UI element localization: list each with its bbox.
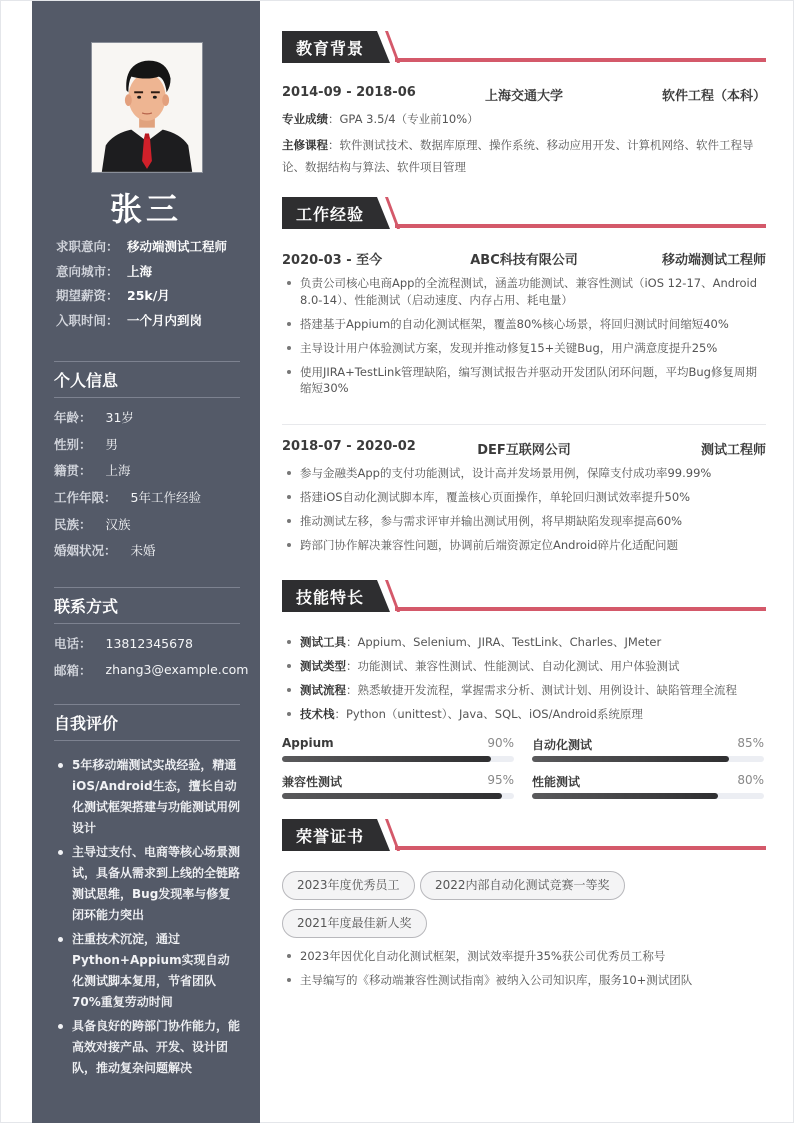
list-item: 2023年因优化自动化测试框架，测试效率提升35%获公司优秀员工称号 <box>282 948 766 965</box>
skill-bar-automation <box>532 736 764 768</box>
section-underline <box>395 58 766 62</box>
self-eval-list <box>54 741 240 1079</box>
info-row-ethnicity <box>54 510 240 537</box>
list-item: 推动测试左移，参与需求评审并输出测试用例，将早期缺陷发现率提高60% <box>282 513 766 530</box>
info-value: 汉族 <box>105 516 131 532</box>
work-header <box>282 197 766 229</box>
job-role: 移动端测试工程师 <box>661 253 766 268</box>
skill-bar-compatibility <box>282 773 514 805</box>
contact-label: 电话： <box>54 636 92 652</box>
info-value: 上海 <box>105 463 131 479</box>
job-divider <box>282 424 766 425</box>
major: 软件工程（本科） <box>661 89 766 104</box>
intent-label: 期望薪资： <box>56 288 119 303</box>
job-entry-head <box>282 249 766 268</box>
honor-tag: 2021年度最佳新人奖 <box>282 909 427 938</box>
intent-label: 求职意向： <box>56 239 119 254</box>
list-item: 负责公司核心电商App的全流程测试，涵盖功能测试、兼容性测试（iOS 12-17、Android 8.0-14）、性能测试（启动速度、内存占用、耗电量） <box>282 275 766 308</box>
info-row-hometown <box>54 457 240 484</box>
section-underline <box>395 607 766 611</box>
phone-value[interactable]: 13812345678 <box>105 635 193 651</box>
progress-track <box>282 756 514 762</box>
job-role: 测试工程师 <box>700 443 766 458</box>
section-title: 技能特长 <box>296 588 365 607</box>
list-item: 使用JIRA+TestLink管理缺陷，编写测试报告并驱动开发团队闭环问题，平均Bug修复周期缩短30% <box>282 364 766 397</box>
sidebar <box>32 1 260 1123</box>
job-intent <box>56 237 246 335</box>
list-item <box>282 682 766 699</box>
section-title: 联系方式 <box>54 587 240 624</box>
progress-fill <box>282 756 491 762</box>
avatar-photo <box>91 42 203 173</box>
list-item <box>282 658 766 675</box>
info-label: 民族： <box>54 516 92 532</box>
education-header <box>282 31 766 63</box>
contact-label: 邮箱： <box>54 662 92 678</box>
self-eval-section <box>54 704 240 1082</box>
info-value: 男 <box>105 436 119 452</box>
honor-tag: 2023年度优秀员工 <box>282 871 415 900</box>
school-name: 上海交通大学 <box>484 89 564 104</box>
job-period: 2020-03 - 至今 <box>282 253 383 268</box>
list-item: 主导编写的《移动端兼容性测试指南》被纳入公司知识库，服务10+测试团队 <box>282 972 766 989</box>
skill-bar-percent: 90% <box>487 736 514 750</box>
company-name: ABC科技有限公司 <box>470 253 578 268</box>
company-name: DEF互联网公司 <box>477 443 571 458</box>
skills-header <box>282 580 766 612</box>
education-period: 2014-09 - 2018-06 <box>282 85 416 100</box>
progress-track <box>532 793 764 799</box>
section-underline <box>395 224 766 228</box>
progress-track <box>282 793 514 799</box>
skill-value: ：熟悉敏捷开发流程，掌握需求分析、测试计划、用例设计、缺陷管理全流程 <box>346 683 737 697</box>
list-item: 参与金融类App的支付功能测试，设计高并发场景用例，保障支付成功率99.99% <box>282 465 766 482</box>
intent-label: 意向城市： <box>56 263 119 279</box>
progress-fill <box>282 793 502 799</box>
info-row-gender <box>54 431 240 458</box>
person-portrait-icon <box>92 43 202 172</box>
info-label: 籍贯： <box>54 463 92 479</box>
honors-header <box>282 819 766 851</box>
skill-bar-name: 性能测试 <box>532 775 581 789</box>
honors-list <box>282 948 766 996</box>
job-period: 2018-07 - 2020-02 <box>282 439 416 454</box>
skill-bar-name: 兼容性测试 <box>282 775 343 789</box>
skills-list <box>282 634 766 730</box>
intent-value: 移动端测试工程师 <box>127 239 228 254</box>
job-bullets <box>282 275 766 404</box>
skill-bar-percent: 85% <box>737 736 764 750</box>
skill-label: 技术栈 <box>300 707 335 721</box>
section-title: 个人信息 <box>54 361 240 398</box>
skill-value: ：Python（unittest）、Java、SQL、iOS/Android系统原理 <box>334 707 643 721</box>
info-label: 性别： <box>54 436 92 452</box>
info-label: 工作年限： <box>54 490 117 506</box>
section-title: 教育背景 <box>296 39 365 58</box>
info-value: 5年工作经验 <box>130 490 201 506</box>
education-courses <box>282 134 766 178</box>
courses-label: 主修课程 <box>282 138 328 152</box>
contact-section <box>54 587 249 683</box>
skill-bar-performance <box>532 773 764 805</box>
info-value: 31岁 <box>105 410 134 426</box>
skill-bar-appium <box>282 736 514 768</box>
skill-bar-name: Appium <box>282 736 334 750</box>
list-item <box>282 706 766 723</box>
list-item: 主导设计用户体验测试方案，发现并推动修复15+关键Bug，用户满意度提升25% <box>282 340 766 357</box>
skill-bar-percent: 95% <box>487 773 514 787</box>
info-label: 年龄： <box>54 410 92 426</box>
info-row-marital <box>54 537 240 564</box>
skill-label: 测试类型 <box>300 659 346 673</box>
intent-value: 一个月内到岗 <box>127 312 203 328</box>
section-underline <box>395 846 766 850</box>
progress-track <box>532 756 764 762</box>
list-item <box>282 634 766 651</box>
gpa-label: 专业成绩 <box>282 112 328 126</box>
courses-value: ：软件测试技术、数据库原理、操作系统、移动应用开发、计算机网络、软件工程导论、数据结构与算法、软件项目管理 <box>282 138 754 174</box>
list-item: 搭建基于Appium的自动化测试框架，覆盖80%核心场景，将回归测试时间缩短40% <box>282 316 766 333</box>
contact-row-phone <box>54 630 240 657</box>
contact-row-email <box>54 657 249 684</box>
info-value: 未婚 <box>130 543 156 559</box>
intent-row-start <box>56 311 246 336</box>
honor-tag: 2022内部自动化测试竞赛一等奖 <box>420 871 625 900</box>
list-item: 搭建iOS自动化测试脚本库，覆盖核心页面操作，单轮回归测试效率提升50% <box>282 489 766 506</box>
gpa-value: ：GPA 3.5/4（专业前10%） <box>328 112 479 126</box>
list-item: 具备良好的跨部门协作能力，能高效对接产品、开发、设计团队，推动复杂问题解决 <box>58 1016 240 1079</box>
intent-label: 入职时间： <box>56 312 119 328</box>
intent-value: 上海 <box>127 263 153 279</box>
job-entry-head <box>282 439 766 458</box>
job-bullets <box>282 465 766 561</box>
education-gpa <box>282 108 766 130</box>
skill-value: ：功能测试、兼容性测试、性能测试、自动化测试、用户体验测试 <box>346 659 680 673</box>
skill-value: ：Appium、Selenium、JIRA、TestLink、Charles、JMeter <box>346 635 662 649</box>
section-title: 荣誉证书 <box>296 827 365 846</box>
intent-row-city <box>56 262 246 287</box>
info-row-age <box>54 404 240 431</box>
section-title: 工作经验 <box>296 205 365 224</box>
education-entry-head <box>282 85 766 104</box>
candidate-name: 张三 <box>109 190 182 228</box>
intent-value: 25k/月 <box>127 288 170 303</box>
intent-row-position <box>56 237 246 262</box>
skill-bar-percent: 80% <box>737 773 764 787</box>
personal-info-section <box>54 361 240 564</box>
section-title: 自我评价 <box>54 704 240 741</box>
intent-row-salary <box>56 286 246 311</box>
skill-label: 测试工具 <box>300 635 346 649</box>
email-value[interactable]: zhang3@example.com <box>105 662 249 678</box>
list-item: 注重技术沉淀，通过Python+Appium实现自动化测试脚本复用，节省团队70%重复劳动时间 <box>58 929 240 1013</box>
skill-bar-name: 自动化测试 <box>532 738 593 752</box>
progress-fill <box>532 756 729 762</box>
info-label: 婚姻状况： <box>54 543 117 559</box>
list-item: 跨部门协作解决兼容性问题，协调前后端资源定位Android碎片化适配问题 <box>282 537 766 554</box>
list-item: 5年移动端测试实战经验，精通iOS/Android生态，擅长自动化测试框架搭建与功能测试用例设计 <box>58 755 240 839</box>
progress-fill <box>532 793 718 799</box>
info-row-experience <box>54 484 240 511</box>
list-item: 主导过支付、电商等核心场景测试，具备从需求到上线的全链路测试思维，Bug发现率与修复闭环能力突出 <box>58 842 240 926</box>
skill-label: 测试流程 <box>300 683 346 697</box>
